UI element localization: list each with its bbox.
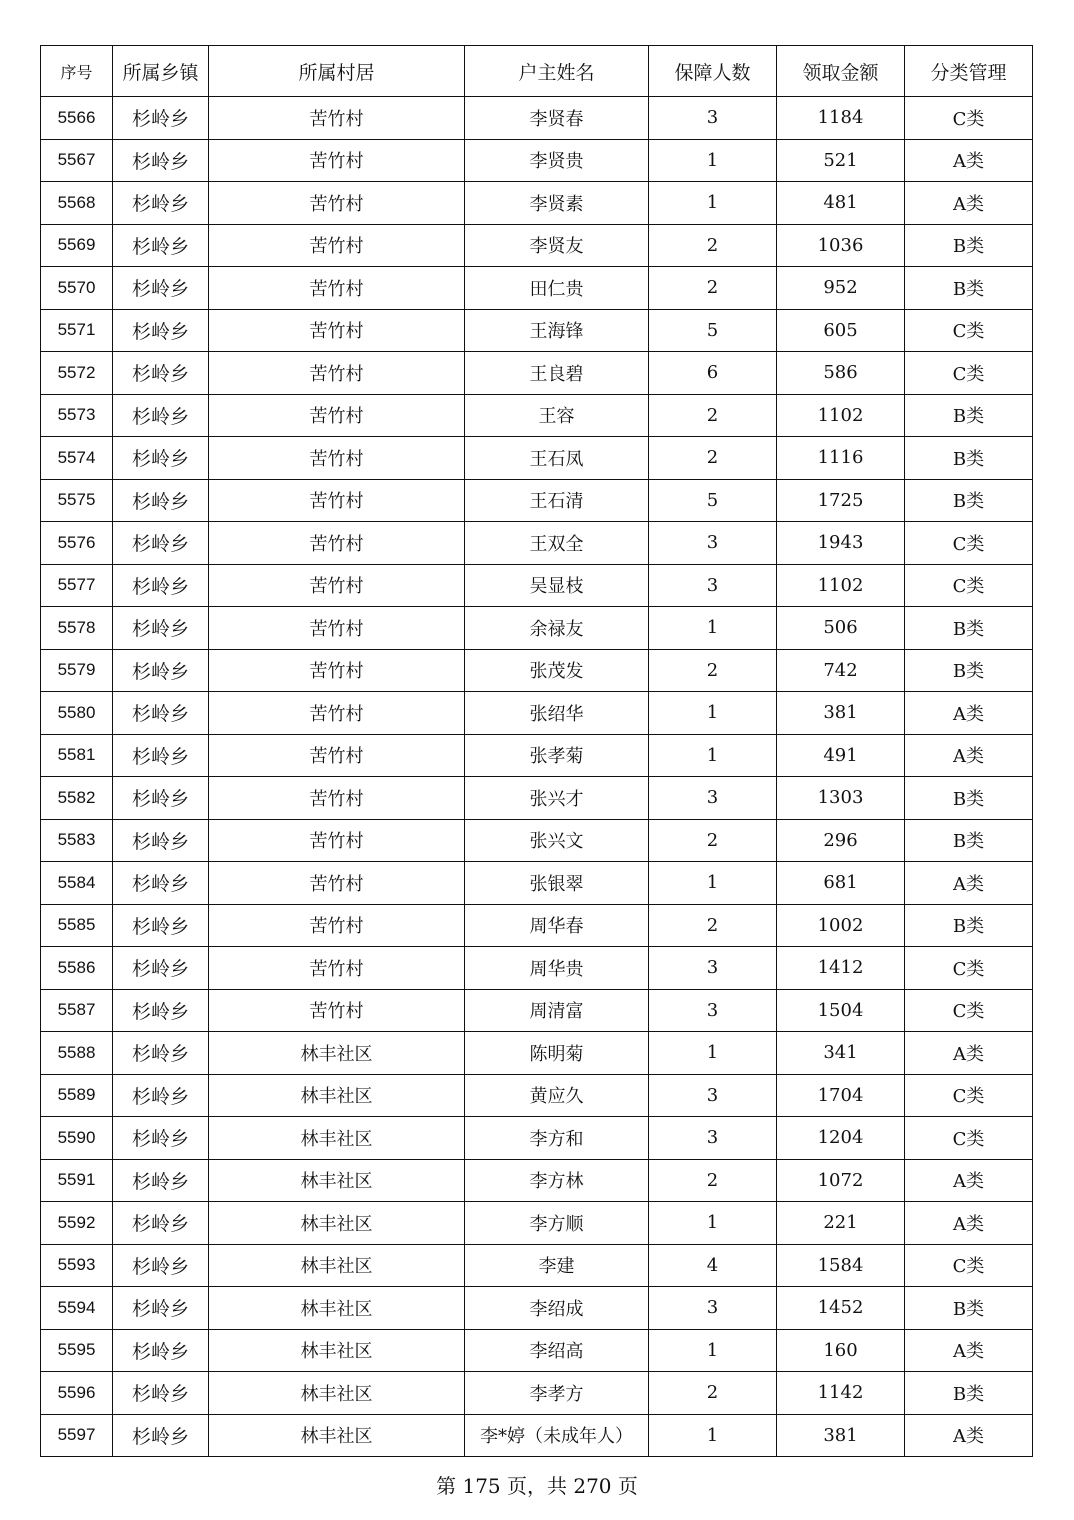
cell-amount: 1184 [777, 97, 905, 140]
cell-village: 苦竹村 [209, 522, 465, 565]
cell-village: 苦竹村 [209, 904, 465, 947]
cell-township: 杉岭乡 [113, 1117, 209, 1160]
assistance-table [40, 45, 1033, 1457]
table-row [41, 989, 1033, 1032]
cell-householder: 王石清 [465, 479, 649, 522]
cell-village: 林丰社区 [209, 1032, 465, 1075]
cell-householder: 李贤友 [465, 224, 649, 267]
cell-serial: 5578 [41, 607, 113, 650]
cell-householder: 王良碧 [465, 352, 649, 395]
cell-category: A类 [905, 139, 1033, 182]
table-row [41, 522, 1033, 565]
cell-category: B类 [905, 607, 1033, 650]
cell-covered-count: 3 [649, 777, 777, 820]
cell-covered-count: 1 [649, 692, 777, 735]
cell-serial: 5568 [41, 182, 113, 225]
cell-amount: 381 [777, 1414, 905, 1457]
cell-amount: 605 [777, 309, 905, 352]
cell-village: 苦竹村 [209, 649, 465, 692]
cell-householder: 王双全 [465, 522, 649, 565]
cell-township: 杉岭乡 [113, 1372, 209, 1415]
table-row [41, 1074, 1033, 1117]
table-row [41, 1032, 1033, 1075]
cell-householder: 张茂发 [465, 649, 649, 692]
cell-householder: 李孝方 [465, 1372, 649, 1415]
cell-amount: 952 [777, 267, 905, 310]
cell-amount: 1116 [777, 437, 905, 480]
cell-serial: 5581 [41, 734, 113, 777]
cell-category: B类 [905, 437, 1033, 480]
cell-township: 杉岭乡 [113, 607, 209, 650]
cell-category: C类 [905, 352, 1033, 395]
cell-serial: 5579 [41, 649, 113, 692]
table-row [41, 692, 1033, 735]
cell-category: A类 [905, 1414, 1033, 1457]
cell-householder: 张兴才 [465, 777, 649, 820]
cell-covered-count: 5 [649, 309, 777, 352]
cell-village: 林丰社区 [209, 1414, 465, 1457]
cell-category: B类 [905, 1287, 1033, 1330]
header-serial: 序号 [41, 46, 113, 97]
cell-amount: 1584 [777, 1244, 905, 1287]
cell-serial: 5580 [41, 692, 113, 735]
cell-householder: 张银翠 [465, 862, 649, 905]
cell-village: 苦竹村 [209, 692, 465, 735]
cell-householder: 李方顺 [465, 1202, 649, 1245]
cell-covered-count: 1 [649, 1202, 777, 1245]
cell-serial: 5590 [41, 1117, 113, 1160]
cell-covered-count: 3 [649, 989, 777, 1032]
cell-covered-count: 1 [649, 182, 777, 225]
cell-householder: 张孝菊 [465, 734, 649, 777]
table-row [41, 1329, 1033, 1372]
cell-category: B类 [905, 267, 1033, 310]
cell-township: 杉岭乡 [113, 777, 209, 820]
cell-amount: 681 [777, 862, 905, 905]
cell-category: A类 [905, 1159, 1033, 1202]
cell-township: 杉岭乡 [113, 1287, 209, 1330]
cell-serial: 5594 [41, 1287, 113, 1330]
cell-householder: 李方林 [465, 1159, 649, 1202]
table-row [41, 309, 1033, 352]
cell-amount: 1142 [777, 1372, 905, 1415]
cell-serial: 5573 [41, 394, 113, 437]
cell-village: 林丰社区 [209, 1159, 465, 1202]
cell-village: 林丰社区 [209, 1329, 465, 1372]
header-householder: 户主姓名 [465, 46, 649, 97]
cell-covered-count: 3 [649, 522, 777, 565]
cell-category: B类 [905, 777, 1033, 820]
cell-amount: 1102 [777, 394, 905, 437]
cell-amount: 742 [777, 649, 905, 692]
cell-township: 杉岭乡 [113, 437, 209, 480]
cell-householder: 陈明菊 [465, 1032, 649, 1075]
cell-village: 苦竹村 [209, 182, 465, 225]
cell-township: 杉岭乡 [113, 947, 209, 990]
cell-householder: 李贤春 [465, 97, 649, 140]
cell-amount: 1002 [777, 904, 905, 947]
cell-village: 林丰社区 [209, 1372, 465, 1415]
table-row [41, 1244, 1033, 1287]
table-row [41, 904, 1033, 947]
cell-covered-count: 1 [649, 607, 777, 650]
cell-amount: 296 [777, 819, 905, 862]
cell-serial: 5597 [41, 1414, 113, 1457]
cell-amount: 506 [777, 607, 905, 650]
table-row [41, 819, 1033, 862]
cell-covered-count: 3 [649, 1074, 777, 1117]
cell-householder: 李贤素 [465, 182, 649, 225]
cell-householder: 李建 [465, 1244, 649, 1287]
cell-village: 苦竹村 [209, 777, 465, 820]
cell-serial: 5577 [41, 564, 113, 607]
table-row [41, 1372, 1033, 1415]
cell-category: A类 [905, 182, 1033, 225]
cell-village: 苦竹村 [209, 224, 465, 267]
cell-covered-count: 1 [649, 1329, 777, 1372]
cell-covered-count: 3 [649, 564, 777, 607]
cell-amount: 481 [777, 182, 905, 225]
cell-amount: 1303 [777, 777, 905, 820]
cell-covered-count: 1 [649, 1032, 777, 1075]
cell-serial: 5584 [41, 862, 113, 905]
table-row [41, 267, 1033, 310]
cell-township: 杉岭乡 [113, 309, 209, 352]
cell-township: 杉岭乡 [113, 1074, 209, 1117]
table-row [41, 862, 1033, 905]
cell-category: B类 [905, 224, 1033, 267]
cell-householder: 周华贵 [465, 947, 649, 990]
cell-township: 杉岭乡 [113, 1202, 209, 1245]
cell-category: A类 [905, 734, 1033, 777]
cell-village: 林丰社区 [209, 1287, 465, 1330]
cell-householder: 余禄友 [465, 607, 649, 650]
cell-township: 杉岭乡 [113, 1244, 209, 1287]
cell-township: 杉岭乡 [113, 692, 209, 735]
cell-serial: 5582 [41, 777, 113, 820]
header-category: 分类管理 [905, 46, 1033, 97]
table-row [41, 947, 1033, 990]
cell-category: C类 [905, 1244, 1033, 1287]
cell-village: 苦竹村 [209, 607, 465, 650]
table-row [41, 394, 1033, 437]
cell-township: 杉岭乡 [113, 1032, 209, 1075]
cell-serial: 5569 [41, 224, 113, 267]
table-row [41, 1414, 1033, 1457]
cell-serial: 5571 [41, 309, 113, 352]
cell-covered-count: 2 [649, 267, 777, 310]
cell-village: 苦竹村 [209, 97, 465, 140]
table-row [41, 437, 1033, 480]
cell-serial: 5592 [41, 1202, 113, 1245]
cell-amount: 160 [777, 1329, 905, 1372]
header-township: 所属乡镇 [113, 46, 209, 97]
cell-category: A类 [905, 692, 1033, 735]
cell-village: 苦竹村 [209, 862, 465, 905]
cell-category: B类 [905, 1372, 1033, 1415]
cell-covered-count: 2 [649, 649, 777, 692]
cell-village: 苦竹村 [209, 819, 465, 862]
cell-township: 杉岭乡 [113, 224, 209, 267]
cell-covered-count: 4 [649, 1244, 777, 1287]
cell-householder: 周华春 [465, 904, 649, 947]
cell-serial: 5586 [41, 947, 113, 990]
cell-householder: 张兴文 [465, 819, 649, 862]
cell-serial: 5587 [41, 989, 113, 1032]
cell-township: 杉岭乡 [113, 1329, 209, 1372]
cell-serial: 5570 [41, 267, 113, 310]
cell-category: B类 [905, 394, 1033, 437]
cell-category: C类 [905, 564, 1033, 607]
cell-village: 林丰社区 [209, 1117, 465, 1160]
cell-covered-count: 1 [649, 1414, 777, 1457]
cell-village: 林丰社区 [209, 1202, 465, 1245]
cell-serial: 5596 [41, 1372, 113, 1415]
cell-serial: 5567 [41, 139, 113, 182]
cell-village: 苦竹村 [209, 139, 465, 182]
cell-serial: 5583 [41, 819, 113, 862]
cell-township: 杉岭乡 [113, 649, 209, 692]
cell-covered-count: 2 [649, 819, 777, 862]
cell-village: 苦竹村 [209, 734, 465, 777]
cell-township: 杉岭乡 [113, 394, 209, 437]
header-amount: 领取金额 [777, 46, 905, 97]
cell-serial: 5575 [41, 479, 113, 522]
cell-township: 杉岭乡 [113, 1414, 209, 1457]
cell-category: B类 [905, 479, 1033, 522]
cell-category: B类 [905, 904, 1033, 947]
cell-township: 杉岭乡 [113, 267, 209, 310]
header-row [41, 46, 1033, 97]
cell-serial: 5576 [41, 522, 113, 565]
cell-category: A类 [905, 1202, 1033, 1245]
cell-covered-count: 2 [649, 1159, 777, 1202]
table-row [41, 479, 1033, 522]
cell-village: 苦竹村 [209, 352, 465, 395]
cell-township: 杉岭乡 [113, 479, 209, 522]
cell-amount: 1725 [777, 479, 905, 522]
cell-amount: 1704 [777, 1074, 905, 1117]
cell-category: A类 [905, 862, 1033, 905]
cell-householder: 王海锋 [465, 309, 649, 352]
cell-township: 杉岭乡 [113, 182, 209, 225]
cell-category: C类 [905, 97, 1033, 140]
cell-householder: 李方和 [465, 1117, 649, 1160]
cell-village: 苦竹村 [209, 267, 465, 310]
cell-amount: 1452 [777, 1287, 905, 1330]
cell-category: B类 [905, 819, 1033, 862]
cell-serial: 5591 [41, 1159, 113, 1202]
table-row [41, 649, 1033, 692]
cell-category: C类 [905, 947, 1033, 990]
cell-township: 杉岭乡 [113, 1159, 209, 1202]
cell-village: 苦竹村 [209, 989, 465, 1032]
table-row [41, 352, 1033, 395]
cell-village: 苦竹村 [209, 564, 465, 607]
table-row [41, 607, 1033, 650]
cell-category: C类 [905, 989, 1033, 1032]
cell-householder: 李贤贵 [465, 139, 649, 182]
cell-covered-count: 2 [649, 904, 777, 947]
cell-category: B类 [905, 649, 1033, 692]
cell-township: 杉岭乡 [113, 564, 209, 607]
cell-serial: 5585 [41, 904, 113, 947]
cell-amount: 1204 [777, 1117, 905, 1160]
cell-householder: 李*婷（未成年人） [465, 1414, 649, 1457]
cell-covered-count: 1 [649, 862, 777, 905]
cell-township: 杉岭乡 [113, 522, 209, 565]
cell-category: A类 [905, 1032, 1033, 1075]
cell-covered-count: 2 [649, 224, 777, 267]
cell-amount: 586 [777, 352, 905, 395]
cell-serial: 5572 [41, 352, 113, 395]
cell-householder: 张绍华 [465, 692, 649, 735]
cell-township: 杉岭乡 [113, 734, 209, 777]
cell-amount: 221 [777, 1202, 905, 1245]
cell-householder: 李绍成 [465, 1287, 649, 1330]
cell-serial: 5588 [41, 1032, 113, 1075]
table-row [41, 1117, 1033, 1160]
cell-amount: 1102 [777, 564, 905, 607]
cell-householder: 王石凤 [465, 437, 649, 480]
cell-householder: 王容 [465, 394, 649, 437]
cell-covered-count: 1 [649, 139, 777, 182]
cell-township: 杉岭乡 [113, 352, 209, 395]
table-row [41, 1159, 1033, 1202]
cell-householder: 黄应久 [465, 1074, 649, 1117]
cell-amount: 1036 [777, 224, 905, 267]
cell-category: C类 [905, 522, 1033, 565]
cell-village: 苦竹村 [209, 309, 465, 352]
cell-serial: 5566 [41, 97, 113, 140]
cell-amount: 1943 [777, 522, 905, 565]
cell-covered-count: 1 [649, 734, 777, 777]
cell-amount: 1412 [777, 947, 905, 990]
cell-amount: 341 [777, 1032, 905, 1075]
cell-covered-count: 3 [649, 947, 777, 990]
table-row [41, 139, 1033, 182]
cell-village: 苦竹村 [209, 437, 465, 480]
cell-covered-count: 6 [649, 352, 777, 395]
cell-covered-count: 2 [649, 394, 777, 437]
table-row [41, 182, 1033, 225]
cell-amount: 491 [777, 734, 905, 777]
cell-householder: 李绍高 [465, 1329, 649, 1372]
cell-village: 苦竹村 [209, 479, 465, 522]
table-row [41, 1202, 1033, 1245]
cell-householder: 周清富 [465, 989, 649, 1032]
cell-township: 杉岭乡 [113, 819, 209, 862]
cell-township: 杉岭乡 [113, 97, 209, 140]
cell-village: 林丰社区 [209, 1244, 465, 1287]
cell-householder: 田仁贵 [465, 267, 649, 310]
cell-village: 苦竹村 [209, 947, 465, 990]
table-row [41, 777, 1033, 820]
cell-township: 杉岭乡 [113, 989, 209, 1032]
cell-serial: 5574 [41, 437, 113, 480]
header-village: 所属村居 [209, 46, 465, 97]
cell-amount: 1072 [777, 1159, 905, 1202]
cell-covered-count: 5 [649, 479, 777, 522]
cell-serial: 5589 [41, 1074, 113, 1117]
cell-householder: 吴显枝 [465, 564, 649, 607]
page-footer: 第 175 页，共 270 页 [436, 1474, 638, 1498]
table-row [41, 564, 1033, 607]
table-body [41, 97, 1033, 1457]
table-row [41, 224, 1033, 267]
table-row [41, 97, 1033, 140]
cell-covered-count: 2 [649, 437, 777, 480]
cell-covered-count: 3 [649, 97, 777, 140]
cell-village: 林丰社区 [209, 1074, 465, 1117]
cell-category: A类 [905, 1329, 1033, 1372]
cell-covered-count: 2 [649, 1372, 777, 1415]
cell-serial: 5593 [41, 1244, 113, 1287]
cell-township: 杉岭乡 [113, 862, 209, 905]
cell-category: C类 [905, 309, 1033, 352]
cell-covered-count: 3 [649, 1287, 777, 1330]
table-row [41, 734, 1033, 777]
cell-category: C类 [905, 1117, 1033, 1160]
cell-township: 杉岭乡 [113, 904, 209, 947]
cell-serial: 5595 [41, 1329, 113, 1372]
cell-township: 杉岭乡 [113, 139, 209, 182]
cell-category: C类 [905, 1074, 1033, 1117]
cell-village: 苦竹村 [209, 394, 465, 437]
table-row [41, 1287, 1033, 1330]
cell-amount: 381 [777, 692, 905, 735]
cell-covered-count: 3 [649, 1117, 777, 1160]
cell-amount: 521 [777, 139, 905, 182]
header-covered-count: 保障人数 [649, 46, 777, 97]
cell-amount: 1504 [777, 989, 905, 1032]
